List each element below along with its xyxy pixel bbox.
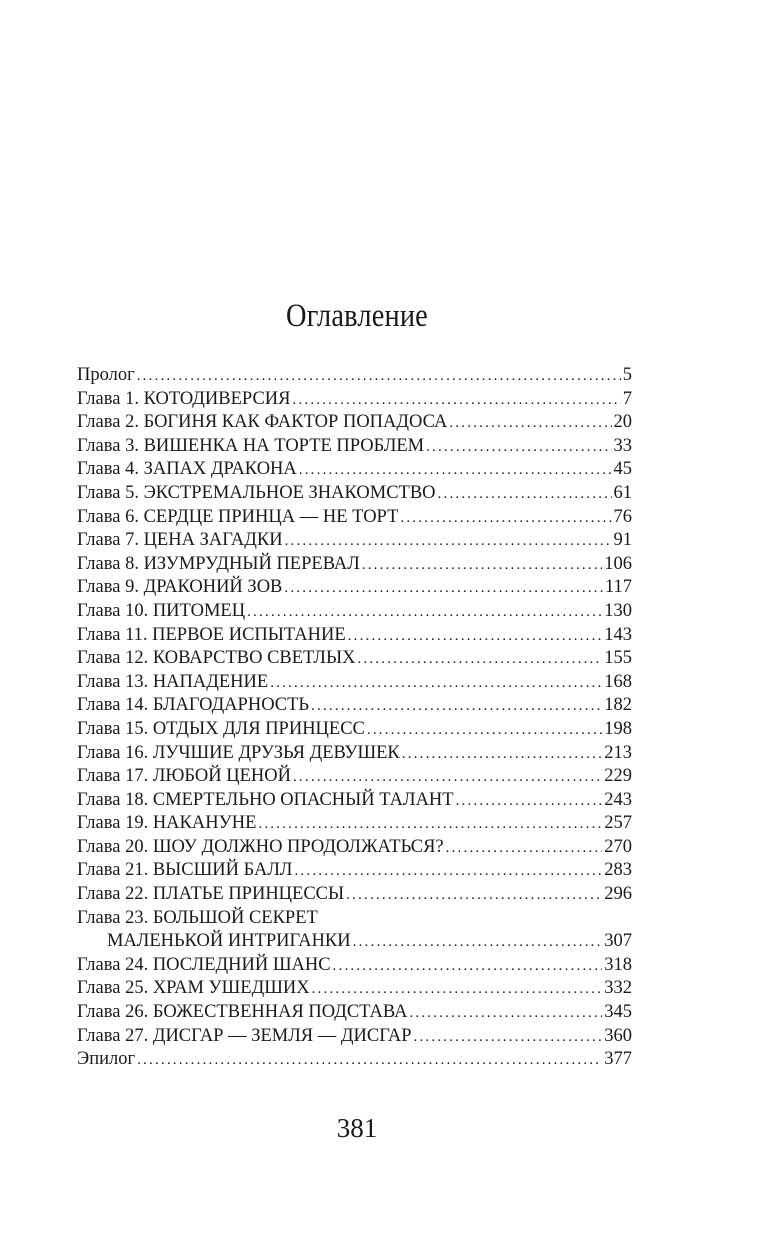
toc-entry-title-continuation: МАЛЕНЬКОЙ ИНТРИГАНКИ	[107, 931, 351, 952]
toc-entry-title: Пролог	[77, 365, 135, 385]
toc-entry[interactable]	[77, 388, 632, 412]
toc-entry-page: 213	[604, 742, 632, 763]
toc-entry-title: Глава 15. ОТДЫХ ДЛЯ ПРИНЦЕСС	[77, 718, 365, 739]
toc-entry-title: Глава 4. ЗАПАХ ДРАКОНА	[77, 459, 297, 480]
toc-entry[interactable]	[77, 1025, 632, 1049]
toc-entry[interactable]	[77, 600, 632, 624]
toc-entry[interactable]	[77, 576, 632, 600]
dot-leader	[311, 695, 602, 719]
dot-leader	[426, 436, 611, 460]
toc-entry-title: Глава 1. КОТОДИВЕРСИЯ	[77, 388, 291, 409]
dot-leader	[247, 601, 602, 625]
dot-leader	[292, 389, 620, 413]
dot-leader	[414, 1026, 603, 1050]
toc-entry-title: Глава 3. ВИШЕНКА НА ТОРТЕ ПРОБЛЕМ	[77, 435, 425, 456]
toc-entry-page: 283	[604, 860, 632, 881]
toc-entry-page: 61	[613, 482, 632, 503]
toc-entry-title: Глава 22. ПЛАТЬЕ ПРИНЦЕССЫ	[77, 884, 345, 905]
toc-entry-title: Глава 19. НАКАНУНЕ	[77, 813, 257, 834]
toc-entry[interactable]	[77, 506, 632, 530]
toc-entry[interactable]	[77, 977, 632, 1001]
toc-entry[interactable]	[77, 553, 632, 577]
dot-leader	[362, 554, 602, 578]
toc-entry-page: 168	[604, 671, 632, 692]
toc-entry[interactable]	[77, 1048, 632, 1072]
toc-entry-page: 143	[604, 624, 632, 645]
toc-entry-page: 106	[604, 553, 632, 574]
toc-entry[interactable]	[77, 411, 632, 435]
toc-entry-title: Глава 11. ПЕРВОЕ ИСПЫТАНИЕ	[77, 624, 346, 645]
toc-entry-title: Глава 13. НАПАДЕНИЕ	[77, 671, 269, 692]
toc-entry[interactable]	[77, 671, 632, 695]
dot-leader	[284, 577, 603, 601]
table-of-contents	[77, 364, 632, 1072]
toc-entry-page: 91	[613, 530, 632, 551]
toc-entry[interactable]	[77, 718, 632, 742]
dot-leader	[299, 459, 612, 483]
dot-leader	[285, 530, 612, 554]
toc-entry-page: 5	[622, 365, 632, 385]
toc-entry-page: 296	[604, 884, 632, 905]
toc-entry-page: 257	[604, 813, 632, 834]
toc-entry[interactable]	[77, 529, 632, 553]
dot-leader	[294, 860, 602, 884]
dot-leader	[438, 483, 612, 507]
toc-entry-title: Глава 6. СЕРДЦЕ ПРИНЦА — НЕ ТОРТ	[77, 506, 399, 527]
toc-entry-page: 307	[604, 931, 632, 952]
dot-leader	[402, 743, 602, 767]
toc-entry[interactable]	[77, 954, 632, 978]
toc-entry-page: 155	[604, 648, 632, 669]
toc-entry[interactable]	[77, 624, 632, 648]
toc-entry-title: Глава 27. ДИСГАР — ЗЕМЛЯ — ДИСГАР	[77, 1025, 412, 1046]
toc-entry-page: 130	[604, 600, 632, 621]
toc-entry-page: 7	[622, 388, 632, 409]
dot-leader	[409, 1002, 602, 1026]
toc-entry-page: 377	[604, 1049, 632, 1070]
toc-entry-page: 76	[613, 506, 632, 527]
toc-entry-page: 117	[604, 577, 632, 598]
toc-entry[interactable]	[77, 482, 632, 506]
toc-entry[interactable]	[77, 694, 632, 718]
toc-entry-title: Глава 24. ПОСЛЕДНИЙ ШАНС	[77, 954, 331, 975]
toc-entry-title: Глава 23. БОЛЬШОЙ СЕКРЕТ	[77, 907, 318, 928]
toc-entry-title: Глава 5. ЭКСТРЕМАЛЬНОЕ ЗНАКОМСТВО	[77, 482, 436, 503]
toc-entry-title: Глава 7. ЦЕНА ЗАГАДКИ	[77, 530, 283, 551]
toc-entry-title: Глава 12. КОВАРСТВО СВЕТЛЫХ	[77, 648, 356, 669]
dot-leader	[456, 790, 603, 814]
dot-leader	[348, 625, 603, 649]
toc-entry-page: 20	[613, 412, 632, 433]
toc-entry-page: 332	[604, 978, 632, 999]
toc-entry[interactable]	[77, 765, 632, 789]
toc-entry-page: 45	[613, 459, 632, 480]
dot-leader	[312, 978, 603, 1002]
toc-entry-title: Глава 18. СМЕРТЕЛЬНО ОПАСНЫЙ ТАЛАНТ	[77, 789, 454, 810]
toc-entry-page: 243	[604, 789, 632, 810]
toc-entry-title: Глава 17. ЛЮБОЙ ЦЕНОЙ	[77, 766, 291, 787]
dot-leader	[357, 648, 602, 672]
dot-leader	[400, 507, 611, 531]
toc-entry-title: Глава 2. БОГИНЯ КАК ФАКТОР ПОПАДОСА	[77, 412, 448, 433]
toc-entry-page: 229	[604, 766, 632, 787]
dot-leader	[137, 1049, 602, 1073]
toc-entry[interactable]	[77, 789, 632, 813]
page-title: Оглавление	[286, 298, 428, 334]
toc-entry[interactable]	[77, 742, 632, 766]
dot-leader	[449, 412, 611, 436]
toc-entry-page: 318	[604, 954, 632, 975]
dot-leader	[346, 884, 602, 908]
dot-leader	[293, 766, 602, 790]
toc-entry-title: Глава 9. ДРАКОНИЙ ЗОВ	[77, 577, 283, 598]
dot-leader	[258, 813, 602, 837]
toc-entry[interactable]	[77, 907, 632, 931]
toc-entry-page: 33	[613, 435, 632, 456]
dot-leader	[270, 672, 602, 696]
dot-leader	[353, 931, 603, 955]
toc-entry-title: Эпилог	[77, 1049, 136, 1070]
toc-entry-title: Глава 8. ИЗУМРУДНЫЙ ПЕРЕВАЛ	[77, 553, 360, 574]
toc-entry-page: 345	[604, 1002, 632, 1023]
toc-entry-title: Глава 25. ХРАМ УШЕДШИХ	[77, 978, 310, 999]
toc-entry-page: 270	[604, 836, 632, 857]
dot-leader	[137, 365, 621, 389]
toc-entry-title: Глава 26. БОЖЕСТВЕННАЯ ПОДСТАВА	[77, 1002, 408, 1023]
dot-leader	[367, 719, 602, 743]
toc-entry-page: 182	[604, 695, 632, 716]
toc-entry[interactable]	[77, 812, 632, 836]
toc-entry[interactable]	[77, 859, 632, 883]
toc-entry-page: 360	[604, 1025, 632, 1046]
toc-entry[interactable]	[77, 364, 632, 388]
page-number: 381	[336, 1113, 378, 1143]
toc-entry-title: Глава 21. ВЫСШИЙ БАЛЛ	[77, 860, 293, 881]
toc-entry[interactable]	[77, 1001, 632, 1025]
toc-entry[interactable]	[77, 883, 632, 907]
toc-entry-continuation[interactable]	[77, 930, 632, 954]
toc-entry[interactable]	[77, 647, 632, 671]
toc-entry-title: Глава 16. ЛУЧШИЕ ДРУЗЬЯ ДЕВУШЕК	[77, 742, 400, 763]
dot-leader	[446, 837, 603, 861]
toc-entry[interactable]	[77, 458, 632, 482]
toc-entry[interactable]	[77, 435, 632, 459]
toc-entry-title: Глава 20. ШОУ ДОЛЖНО ПРОДОЛЖАТЬСЯ?	[77, 836, 444, 857]
toc-entry-title: Глава 14. БЛАГОДАРНОСТЬ	[77, 695, 310, 716]
toc-entry[interactable]	[77, 836, 632, 860]
toc-entry-page: 198	[604, 718, 632, 739]
dot-leader	[333, 955, 603, 979]
toc-entry-title: Глава 10. ПИТОМЕЦ	[77, 600, 246, 621]
